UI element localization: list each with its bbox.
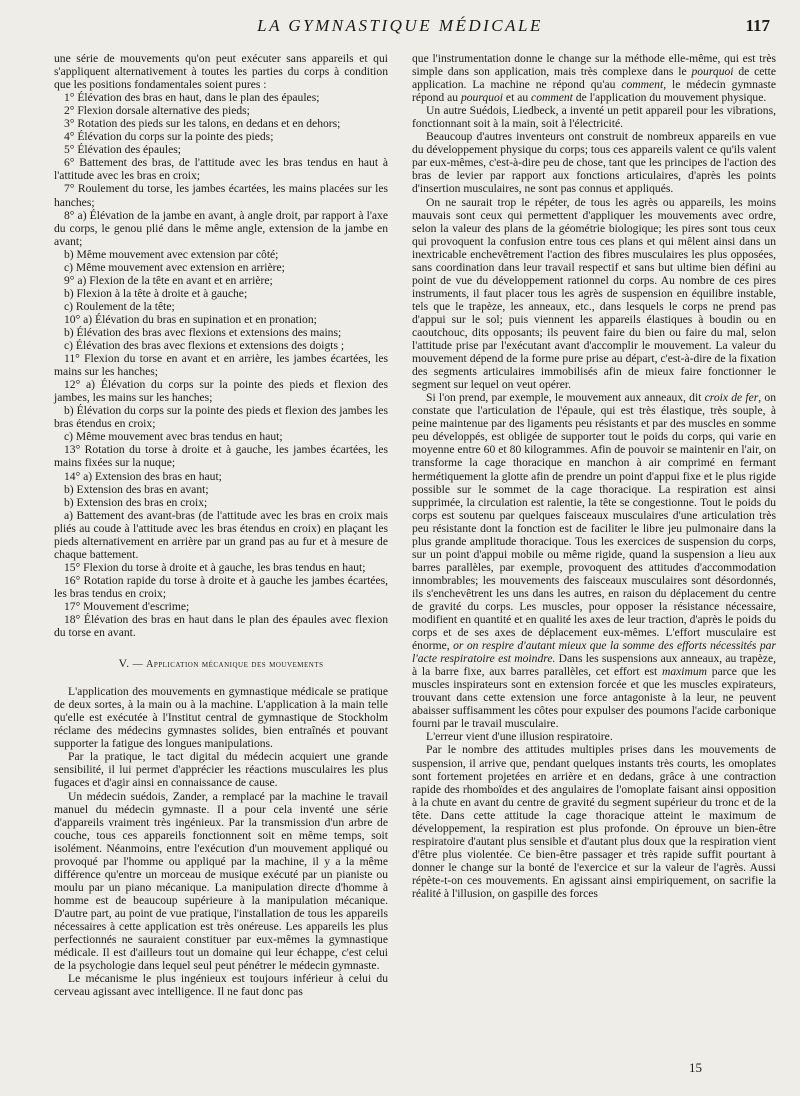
exercise-item: 9° a) Flexion de la tête en avant et en arrière;	[64, 273, 273, 287]
exercise-item: c) Élévation des bras avec flexions et extensions des doigts ;	[64, 339, 345, 353]
page-header	[0, 16, 800, 46]
section-title: Application mécanique des mouvements	[146, 659, 324, 671]
exercise-item: b) Flexion à la tête à droite et à gauche;	[64, 286, 248, 300]
exercise-item: b) Extension des bras en avant;	[64, 482, 209, 496]
intro-paragraph: une série de mouvements qu'on peut exécuter sans appareils et qui s'appliquent alternativement à toutes les parties du corps à condition que les positions fondamentales soient pures :	[54, 52, 388, 92]
exercise-item: 4° Élévation du corps sur la pointe des pieds;	[64, 130, 274, 144]
exercise-item: 16° Rotation rapide du torse à droite et à gauche les jambes écartées, les bras tendus en croix;	[54, 573, 388, 600]
paragraph: Un médecin suédois, Zander, a remplacé par la machine le travail manuel du médecin gymnaste. Il a pour cela inventé une série d'appareils vraiment très ingénieux. Par la transmission d'un arbre de couche, tous ces appareils fonctionnent soit en même temps, soit isolément. Néanmoins, entre l'exécution d'un mouvement appliqué ou provoqué par l'homme ou appliqué par la machine, il y a la même différence qu'entre un morceau de musique exécuté par un pianiste ou moulu par un piano mécanique. La manipulation directe d'homme à homme est de beaucoup supérieure à la manipulation mécanique. D'autre part, au point de vue pratique, l'installation de tous les appareils nécessaires à cette application est très onéreuse. Les appareils les plus perfectionnés ne sauraient constituer par eux-mêmes la gymnastique médicale. Il est d'ailleurs tout un domaine qui leur échappe, c'est celui de la psychologie dans lequel seul peut pénétrer le médecin gymnaste.	[54, 789, 388, 973]
paragraph: Si l'on prend, par exemple, le mouvement aux anneaux, dit croix de fer, on constate que l'articulation de l'épaule, qui est très élastique, très souple, à peine maintenue par des ligaments peu résistants et par des muscles en somme peu développés, est obligée de supporter tout le poids du corps, qui varie en moyenne entre 60 et 80 kilogrammes. Afin de pouvoir se maintenir en l'air, on transforme la cage thoracique en manchon à air comprimé en fermant hermétiquement la glotte afin de prendre un point d'appui fixe et le plus rigide possible sur le sommet de la cage thoracique. La respiration est ainsi supprimée, la circulation est ralentie, la tête se congestionne. Tout le poids du corps est soutenu par quelques faisceaux musculaires d'une articulation très peu résistante dont la fonction est de faciliter le libre jeu pulmonaire dans la plus grande amplitude thoracique. Tous les exercices de suspension du corps, sur un point d'appui mobile ou même rigide, quand la suspension a lieu aux barres parallèles, par exemple, provoquent des attitudes d'accommodation innombrables; les mouvements des faisceaux musculaires sont désordonnés, ils s'enchevêtrent les uns dans les autres, en raison du déplacement du centre de gravité du corps. Les muscles, pour opposer la résistance nécessaire, modifient en quantité et en qualité les axes de leur traction, d'après le poids du corps et de ses axes de déplacement eux-mêmes. L'effort musculaire est énorme, or on respire d'autant mieux que la somme des efforts nécessités par l'acte respiratoire est moindre. Dans les suspensions aux anneaux, au trapèze, à la barre fixe, aux barres parallèles, cet effort est maximum parce que les muscles inspirateurs sont en extension forcée et que les muscles expirateurs, trouvant dans cette extension une force antagoniste à la leur, ne peuvent abaisser suffisamment les côtes pour expulser des poumons l'acide carbonique fourni par le travail musculaire.	[412, 391, 777, 731]
exercise-item: 1° Élévation des bras en haut, dans le plan des épaules;	[64, 91, 320, 105]
left-column	[54, 52, 388, 998]
exercise-item: 17° Mouvement d'escrime;	[64, 599, 190, 613]
paragraph: Le mécanisme le plus ingénieux est toujours inférieur à celui du cerveau agissant avec intelligence. Il ne faut donc pas	[54, 972, 388, 999]
paragraph: Par le nombre des attitudes multiples prises dans les mouvements de suspension, il arrive que, pendant quelques instants très courts, les omoplates sont fortement projetées en arrière et en dedans, grâce à une contraction rapide des rhomboïdes et des angulaires de l'omoplate faisant ainsi opposition à la chute en avant du centre de gravité du segment supérieur du tronc et de la tête. Dans cette attitude la cage thoracique atteint le maximum de développement, la respiration est plus profonde. On éprouve un bien-être respiratoire d'autant plus sensible et d'autant plus doux que la respiration vient d'être plus violentée. Ce bien-être passager et très rapide suffit pourtant à donner le change sur la bonté de l'exercice et sur la valeur de l'agrès. Aussi répète-t-on ces mouvements. En agissant ainsi empiriquement, on sacrifie la réalité à l'illusion, on gaspille des forces	[412, 743, 776, 900]
exercise-item: 13° Rotation du torse à droite et à gauche, les jambes écartées, les mains fixées sur la nuque;	[54, 443, 388, 470]
exercise-item: b) Même mouvement avec extension par côté;	[64, 247, 279, 261]
exercise-item: b) Extension des bras en croix;	[64, 495, 208, 509]
exercise-item: c) Même mouvement avec bras tendus en haut;	[64, 430, 283, 444]
paragraph: que l'instrumentation donne le change sur la méthode elle-même, qui est très simple dans son application, mais très complexe dans le pourquoi de cette application. La machine ne répond qu'au comment, le médecin gymnaste répond au pourquoi et au comment de l'application du mouvement physique.	[412, 52, 777, 105]
section-dash: —	[132, 659, 144, 671]
exercise-item: 7° Roulement du torse, les jambes écartées, les mains placées sur les hanches;	[54, 182, 388, 209]
exercise-item: c) Même mouvement avec extension en arrière;	[64, 260, 285, 274]
paragraph: L'application des mouvements en gymnastique médicale se pratique de deux sortes, à la main ou à la machine. L'application à la main telle qu'elle est exécutée à l'Institut central de gymnastique de Stockholm réclame des médecins gymnastes solides, bien entraînés et pouvant supporter la fatigue des longues manipulations.	[54, 685, 388, 751]
right-column	[412, 52, 776, 900]
running-title: LA GYMNASTIQUE MÉDICALE	[257, 16, 543, 35]
exercise-item: b) Élévation du corps sur la pointe des pieds et flexion des jambes les bras étendus en croix;	[54, 404, 388, 431]
paragraph: L'erreur vient d'une illusion respiratoire.	[426, 730, 613, 744]
paragraph: Par la pratique, le tact digital du médecin acquiert une grande sensibilité, il lui permet d'apprécier les réactions musculaires les plus fugaces et d'agir ainsi en connaissance de cause.	[54, 750, 388, 790]
exercise-item: 8° a) Élévation de la jambe en avant, à angle droit, par rapport à l'axe du corps, le genou plié dans le même angle, extension de la jambe en avant;	[54, 208, 388, 248]
paragraph: Un autre Suédois, Liedbeck, a inventé un petit appareil pour les vibrations, fonctionnant soit à la main, soit à l'électricité.	[412, 104, 776, 131]
section-number: V.	[118, 656, 130, 671]
exercise-item: 3° Rotation des pieds sur les talons, en dedans et en dehors;	[64, 117, 341, 131]
exercise-item: 5° Élévation des épaules;	[64, 143, 181, 157]
paragraph: Beaucoup d'autres inventeurs ont construit de nombreux appareils en vue du développement physique du corps; tous ces appareils valent ce qu'ils valent par eux-mêmes, c'est-à-dire peu de chose, tant que les principes de l'action des bras de levier par rapport aux fonctions articulaires, d'après les points d'insertion musculaires, ne sont pas connus et appliqués.	[412, 130, 776, 196]
page-number: 117	[745, 16, 770, 35]
exercise-item: 15° Flexion du torse à droite et à gauche, les bras tendus en haut;	[64, 560, 366, 574]
exercise-item: 6° Battement des bras, de l'attitude avec les bras tendus en haut à l'attitude avec les bras en croix;	[54, 156, 388, 183]
printer-signature: 15	[689, 1060, 702, 1075]
exercise-item: 2° Flexion dorsale alternative des pieds;	[64, 104, 250, 118]
exercise-list	[54, 91, 388, 639]
paragraph: On ne saurait trop le répéter, de tous les agrès ou appareils, les moins mauvais sont ceux qui permettent d'appliquer les mouvements avec ordre, selon la valeur des plans de la géométrie biologique; les pires sont tous ceux qui provoquent la confusion entre tous ces plans et qui mêlent ainsi dans un inextricable enchevêtrement l'action des fibres musculaires les plus opposées, sans coordination dans leur travail respectif et sans but ultime bien défini au point de vue du développement rationnel du corps. Au nombre de ces pires instruments, il faut placer tous les agrès de suspension en équilibre instable, tels que le trapèze, les anneaux, etc., dans lesquels le corps ne prend pas d'appui sur le sol; puis viennent les appareils élastiques à boudin ou en caoutchouc, dits opposants; ils peuvent faire du bien ou faire du mal, selon l'attitude prise par l'exécutant avant d'accomplir le mouvement. La valeur du mouvement dépend de la forme pure prise au départ, c'est-à-dire de la fixation des segments articulaires immobilisés afin de mieux faire fonctionner le segment sur lequel on veut opérer.	[412, 195, 776, 392]
exercise-item: 18° Élévation des bras en haut dans le plan des épaules avec flexion du torse en avant.	[54, 613, 388, 640]
exercise-item: 12° a) Élévation du corps sur la pointe des pieds et flexion des jambes, les mains sur les hanches;	[54, 378, 388, 405]
section-heading	[54, 657, 388, 671]
exercise-item: 14° a) Extension des bras en haut;	[64, 469, 222, 483]
exercise-item: c) Roulement de la tête;	[64, 299, 175, 313]
left-paragraphs	[54, 685, 388, 998]
exercise-item: 11° Flexion du torse en avant et en arrière, les jambes écartées, les mains sur les hanches;	[54, 352, 388, 379]
exercise-item: 10° a) Élévation du bras en supination et en pronation;	[64, 312, 317, 326]
exercise-item: b) Élévation des bras avec flexions et extensions des mains;	[64, 325, 342, 339]
exercise-item: a) Battement des avant-bras (de l'attitude avec les bras en croix mais pliés au coude à l'attitude avec les bras étendus en croix) en plaçant les pieds alternativement en arrière par un grand pas au fur et à mesure de chaque battement.	[54, 508, 388, 561]
